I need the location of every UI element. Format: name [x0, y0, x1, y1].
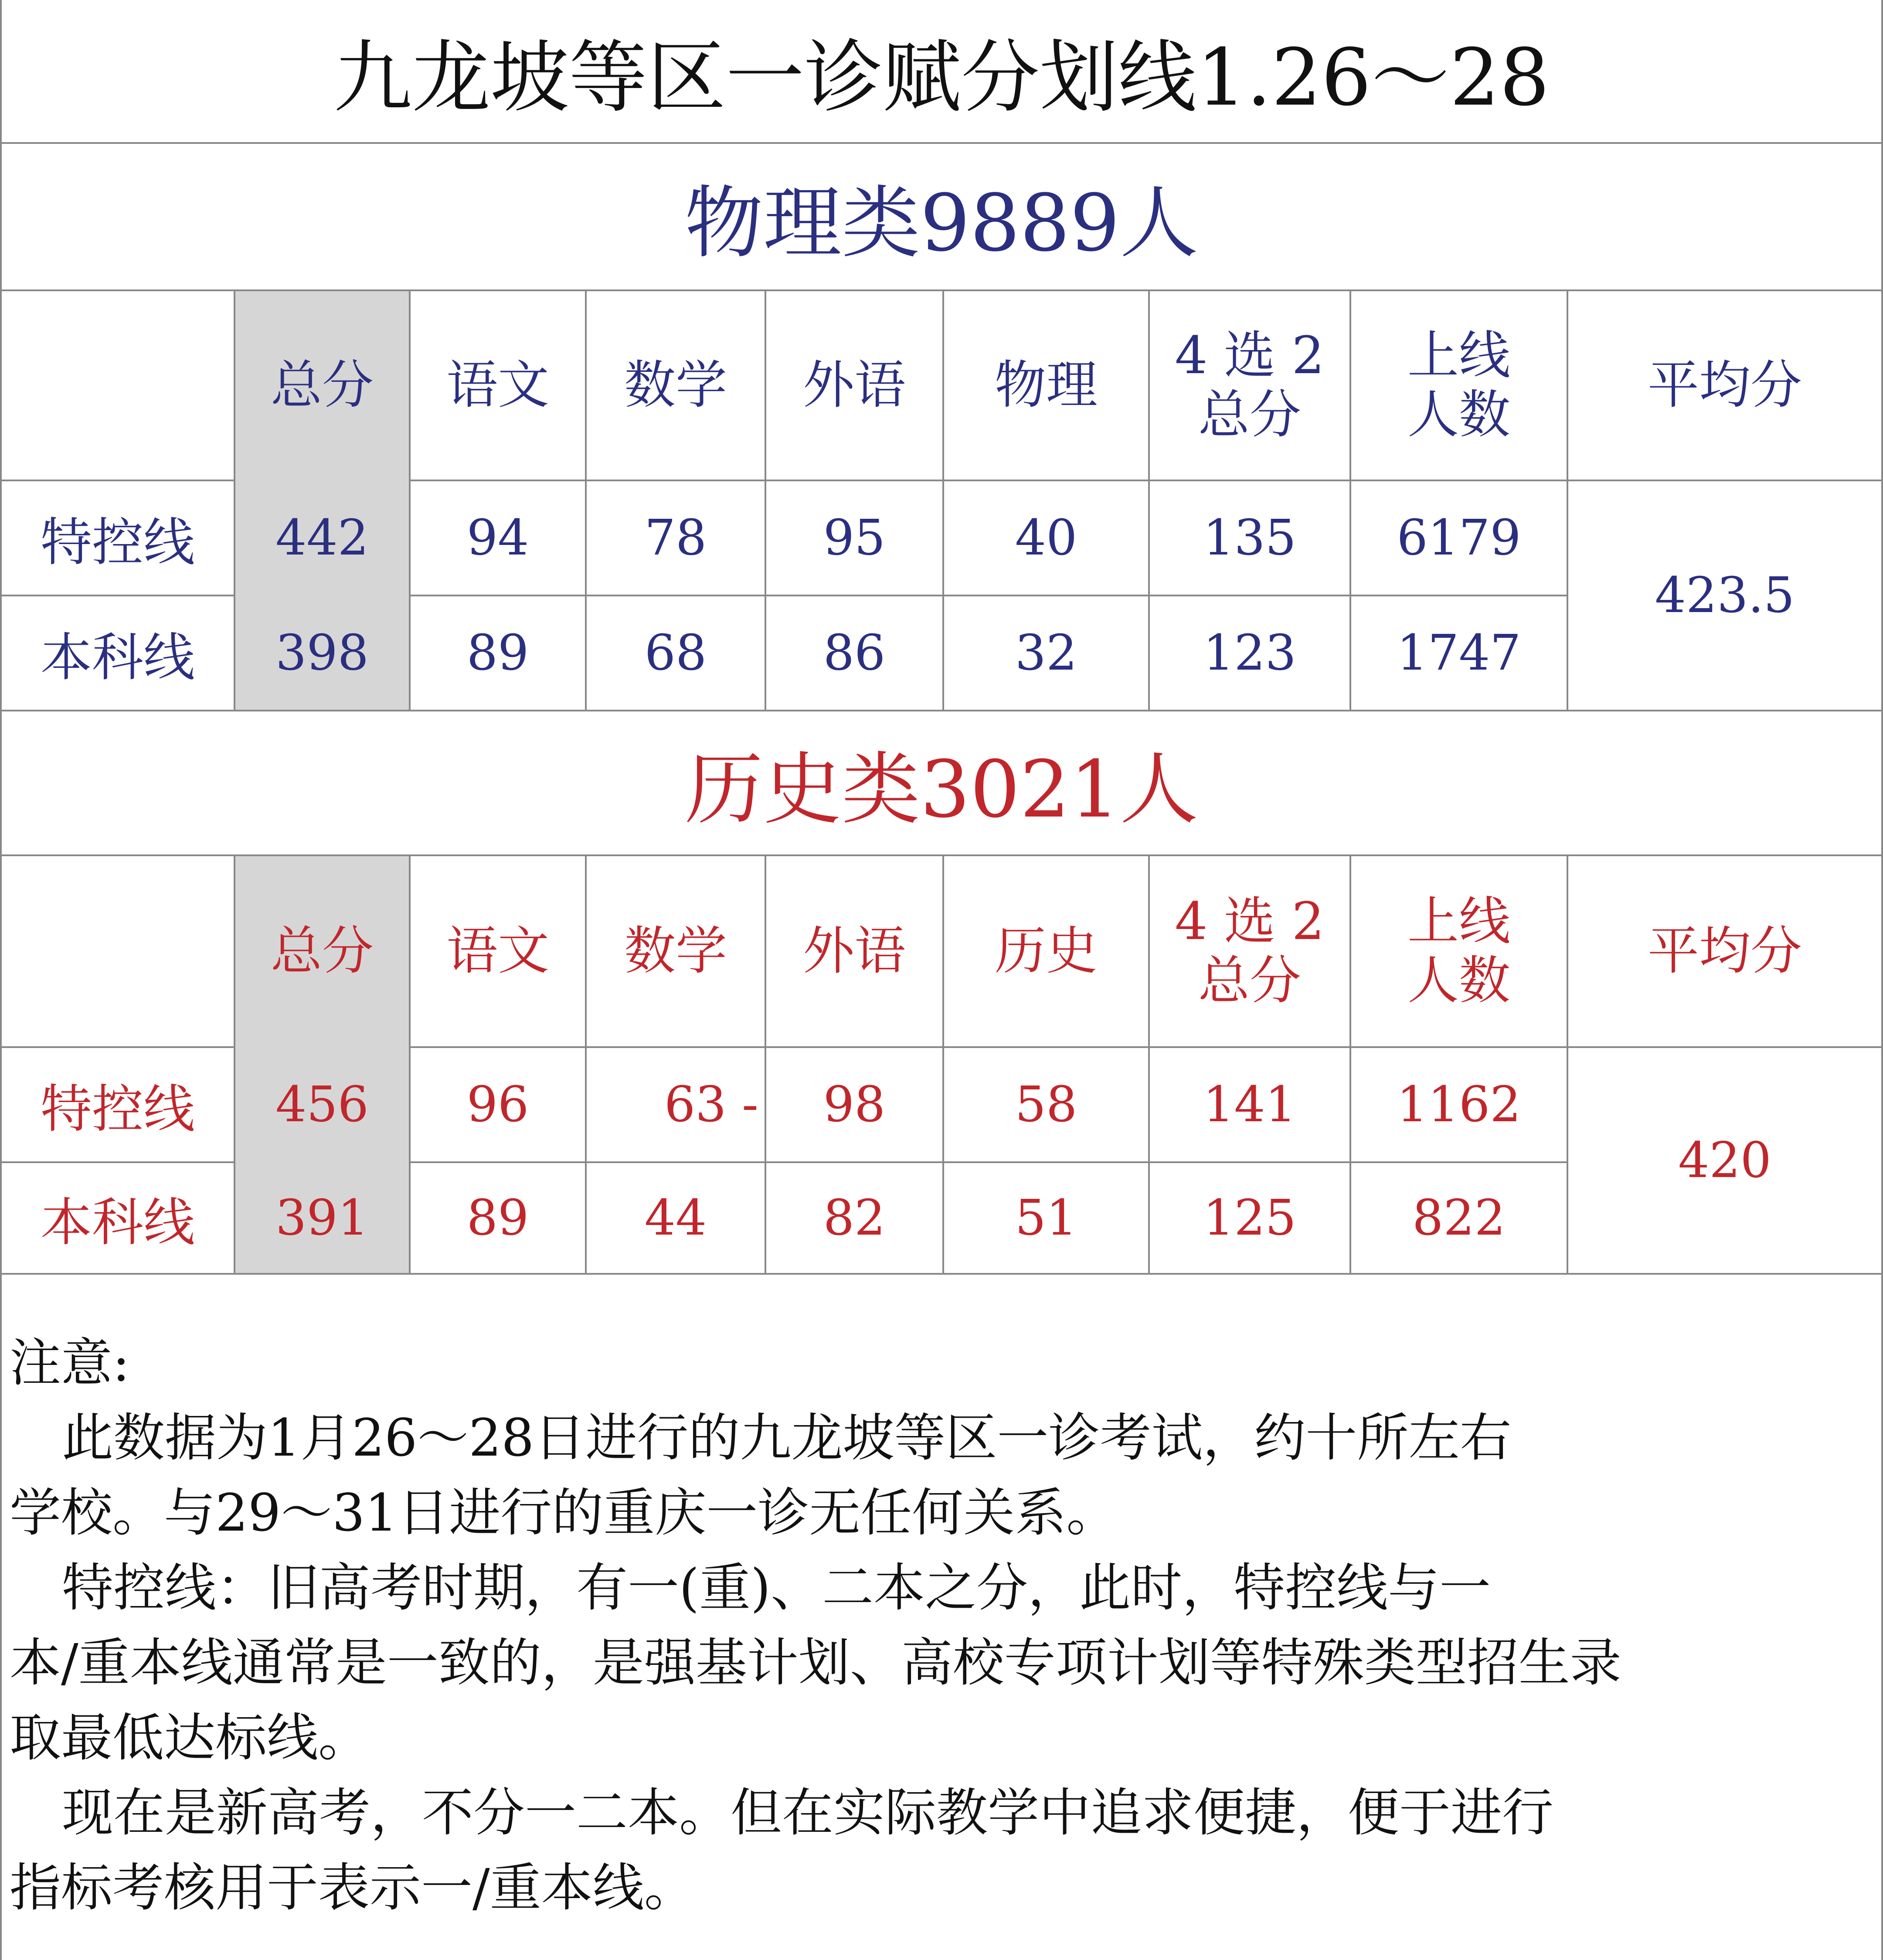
- history-header-foreign: 外语: [802, 921, 906, 981]
- history-row-label-tekong: 特控线: [40, 1079, 195, 1139]
- notes-line: 现在是新高考，不分一二本。但在实际教学中追求便捷，便于进行: [62, 1783, 1554, 1843]
- grid-line: [0, 1273, 1883, 1275]
- notes-heading: 注意:: [10, 1333, 130, 1393]
- history-cell-subject: 51: [1015, 1190, 1077, 1246]
- notes-line: 取最低达标线。: [10, 1708, 370, 1768]
- physics-header-total: 总分: [270, 355, 374, 415]
- physics-header-chinese: 语文: [446, 355, 549, 415]
- page-title: 九龙坡等区一诊赋分划线1.26～28: [333, 32, 1550, 123]
- history-header-subject: 历史: [994, 921, 1098, 981]
- physics-row-label-benke: 本科线: [40, 627, 195, 687]
- physics-cell-foreign: 95: [823, 510, 886, 566]
- history-header-math: 数学: [624, 921, 727, 981]
- physics-header-choose-line2: 总分: [1198, 385, 1301, 445]
- physics-cell-choose: 135: [1203, 510, 1296, 566]
- physics-header-count-line2: 人数: [1407, 385, 1510, 445]
- physics-cell-count: 1747: [1397, 625, 1521, 681]
- notes-line: 此数据为1月26～28日进行的九龙坡等区一诊考试，约十所左右: [62, 1408, 1512, 1468]
- physics-cell-math: 68: [644, 625, 707, 681]
- history-header-count-line2: 人数: [1407, 950, 1510, 1011]
- history-header-count: [1351, 856, 1567, 1046]
- physics-cell-math: 78: [644, 510, 707, 566]
- physics-cell-foreign: 86: [823, 625, 886, 681]
- history-header-choose-line1: 4 选 2: [1175, 891, 1325, 952]
- physics-row-label-tekong: 特控线: [40, 512, 195, 572]
- physics-cell-subject: 40: [1015, 510, 1077, 566]
- physics-cell-total: 442: [275, 510, 369, 566]
- history-header-chinese: 语文: [446, 921, 549, 981]
- history-row-label-benke: 本科线: [40, 1192, 195, 1252]
- history-header-count-line1: 上线: [1407, 891, 1510, 952]
- history-header-total: 总分: [270, 921, 374, 981]
- history-cell-total: 456: [275, 1076, 369, 1133]
- physics-cell-chinese: 94: [466, 510, 529, 566]
- history-cell-chinese: 89: [466, 1190, 529, 1246]
- physics-header-count-line1: 上线: [1407, 325, 1510, 386]
- history-cell-chinese: 96: [466, 1076, 529, 1133]
- history-header-choose: [1150, 856, 1349, 1046]
- notes-line: 本/重本线通常是一致的，是强基计划、高校专项计划等特殊类型招生录: [10, 1633, 1621, 1693]
- history-cell-math: 63 -: [664, 1076, 758, 1133]
- physics-section-title: 物理类9889人: [684, 178, 1199, 269]
- history-section-title: 历史类3021人: [684, 744, 1199, 835]
- physics-cell-total: 398: [275, 625, 369, 681]
- physics-header-math: 数学: [624, 355, 727, 415]
- history-cell-foreign: 98: [823, 1076, 886, 1133]
- history-header-average: 平均分: [1647, 921, 1802, 981]
- notes-line: 学校。与29～31日进行的重庆一诊无任何关系。: [10, 1483, 1118, 1543]
- history-cell-choose: 141: [1203, 1076, 1296, 1133]
- notes-line: 特控线：旧高考时期，有一(重)、二本之分，此时，特控线与一: [62, 1558, 1491, 1618]
- physics-header-subject: 物理: [994, 355, 1098, 415]
- physics-header-choose: [1150, 291, 1349, 480]
- physics-cell-subject: 32: [1015, 625, 1077, 681]
- notes-block: [10, 1325, 1866, 1925]
- physics-header-count: [1351, 291, 1567, 480]
- history-cell-math: 44: [644, 1190, 707, 1246]
- history-cell-count: 822: [1412, 1190, 1506, 1246]
- physics-header-choose-line1: 4 选 2: [1175, 325, 1325, 386]
- physics-cell-choose: 123: [1203, 625, 1296, 681]
- physics-cell-chinese: 89: [466, 625, 529, 681]
- history-cell-choose: 125: [1203, 1190, 1296, 1246]
- history-cell-foreign: 82: [823, 1190, 886, 1246]
- physics-header-foreign: 外语: [802, 355, 906, 415]
- notes-line: 指标考核用于表示一/重本线。: [10, 1858, 696, 1918]
- history-header-choose-line2: 总分: [1198, 950, 1301, 1011]
- history-cell-subject: 58: [1015, 1076, 1077, 1133]
- physics-header-average: 平均分: [1647, 355, 1802, 415]
- history-average-value: 420: [1678, 1132, 1771, 1189]
- history-cell-count: 1162: [1397, 1076, 1521, 1133]
- physics-cell-count: 6179: [1397, 510, 1521, 566]
- history-cell-total: 391: [275, 1190, 369, 1246]
- physics-average-value: 423.5: [1655, 567, 1795, 624]
